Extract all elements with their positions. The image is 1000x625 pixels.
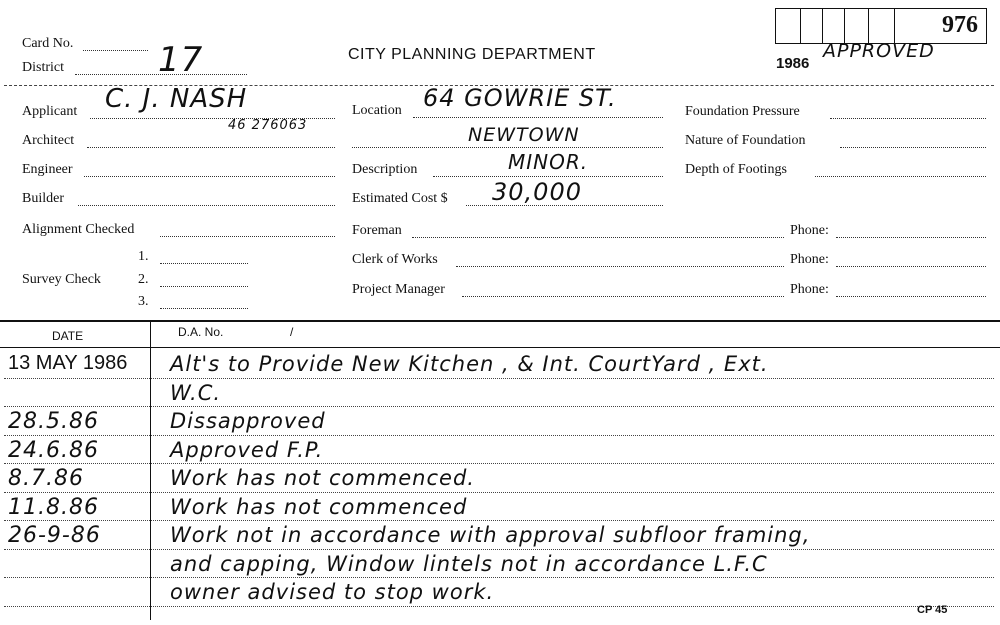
card-no-label: Card No. — [22, 36, 74, 51]
engineer-label: Engineer — [22, 162, 73, 177]
phone-line-1 — [836, 237, 986, 238]
card-no-line — [83, 50, 148, 51]
foreman-line — [412, 237, 784, 238]
description-line — [433, 176, 663, 177]
nature-line — [840, 147, 986, 148]
depth-label: Depth of Footings — [685, 162, 787, 177]
applicant-label: Applicant — [22, 104, 78, 119]
log-text: Work has not commenced. — [170, 466, 475, 490]
log-text: and capping, Window lintels not in accordance L.F.C — [170, 551, 768, 576]
log-row-line — [4, 378, 994, 379]
location-line-2 — [352, 147, 663, 148]
survey-line-3 — [160, 308, 248, 309]
department-title: CITY PLANNING DEPARTMENT — [348, 46, 596, 63]
log-row-line — [4, 492, 994, 493]
clerk-line — [456, 266, 784, 267]
alignment-label: Alignment Checked — [22, 222, 135, 237]
phone-label-1: Phone: — [790, 223, 829, 238]
da-slash: / — [290, 325, 294, 339]
pm-label: Project Manager — [352, 282, 445, 297]
district-value: 17 — [158, 40, 204, 80]
log-divider — [150, 320, 151, 620]
phone-line-2 — [836, 266, 986, 267]
engineer-line — [84, 176, 335, 177]
card-number: 976 — [942, 12, 978, 38]
architect-label: Architect — [22, 133, 75, 148]
district-label: District — [22, 60, 64, 75]
year: 1986 — [776, 55, 810, 72]
survey-item-2: 2. — [138, 272, 149, 287]
location-value-2: NEWTOWN — [468, 124, 580, 146]
clerk-label: Clerk of Works — [352, 252, 438, 267]
description-label: Description — [352, 162, 418, 177]
log-date: 8.7.86 — [8, 466, 84, 491]
cost-value: 30,000 — [492, 178, 582, 206]
log-header-rule — [0, 347, 1000, 348]
log-row-line — [4, 520, 994, 521]
survey-line-1 — [160, 263, 248, 264]
log-text: Dissapproved — [170, 409, 326, 433]
log-row-line — [4, 435, 994, 436]
log-row-line — [4, 463, 994, 464]
card-number-box — [775, 8, 987, 44]
log-date: 11.8.86 — [8, 494, 99, 520]
pm-line — [462, 296, 784, 297]
log-row-line — [4, 406, 994, 407]
log-text: owner advised to stop work. — [170, 580, 495, 604]
log-date: 24.6.86 — [8, 437, 99, 463]
survey-line-2 — [160, 286, 248, 287]
foundation-pressure-line — [830, 118, 986, 119]
log-row-line — [4, 577, 994, 578]
builder-label: Builder — [22, 191, 64, 206]
log-text: Alt's to Provide New Kitchen , & Int. CourtYard , Ext. — [170, 352, 769, 376]
log-date: 28.5.86 — [8, 409, 99, 434]
nature-label: Nature of Foundation — [685, 133, 806, 148]
da-header: D.A. No. — [178, 325, 224, 339]
phone-label-2: Phone: — [790, 252, 829, 267]
log-text: Work not in accordance with approval subfloor framing, — [170, 523, 811, 547]
log-text: Approved F.P. — [170, 437, 324, 462]
alignment-line — [160, 236, 335, 237]
foundation-pressure-label: Foundation Pressure — [685, 104, 800, 119]
phone-line-3 — [836, 296, 986, 297]
log-row-line — [4, 549, 994, 550]
architect-line — [87, 147, 335, 148]
log-row-line — [4, 606, 994, 607]
form-code: CP 45 — [917, 604, 948, 616]
approved-stamp: APPROVED — [823, 40, 935, 62]
depth-line — [815, 176, 986, 177]
log-date: 26-9-86 — [8, 523, 101, 548]
phone-label-3: Phone: — [790, 282, 829, 297]
applicant-note: 46 276063 — [228, 118, 308, 133]
location-line-1 — [413, 117, 663, 118]
location-label: Location — [352, 103, 402, 118]
location-value-1: 64 GOWRIE ST. — [423, 84, 617, 112]
log-text: W.C. — [170, 380, 222, 405]
log-date: 13 MAY 1986 — [8, 352, 128, 374]
cost-label: Estimated Cost $ — [352, 191, 448, 206]
survey-item-1: 1. — [138, 249, 149, 264]
survey-item-3: 3. — [138, 294, 149, 309]
description-value: MINOR. — [508, 150, 589, 174]
date-header: DATE — [52, 329, 84, 343]
survey-label: Survey Check — [22, 272, 101, 287]
foreman-label: Foreman — [352, 223, 402, 238]
builder-line — [78, 205, 335, 206]
log-text: Work has not commenced — [170, 494, 468, 519]
applicant-value: C. J. NASH — [105, 84, 248, 114]
